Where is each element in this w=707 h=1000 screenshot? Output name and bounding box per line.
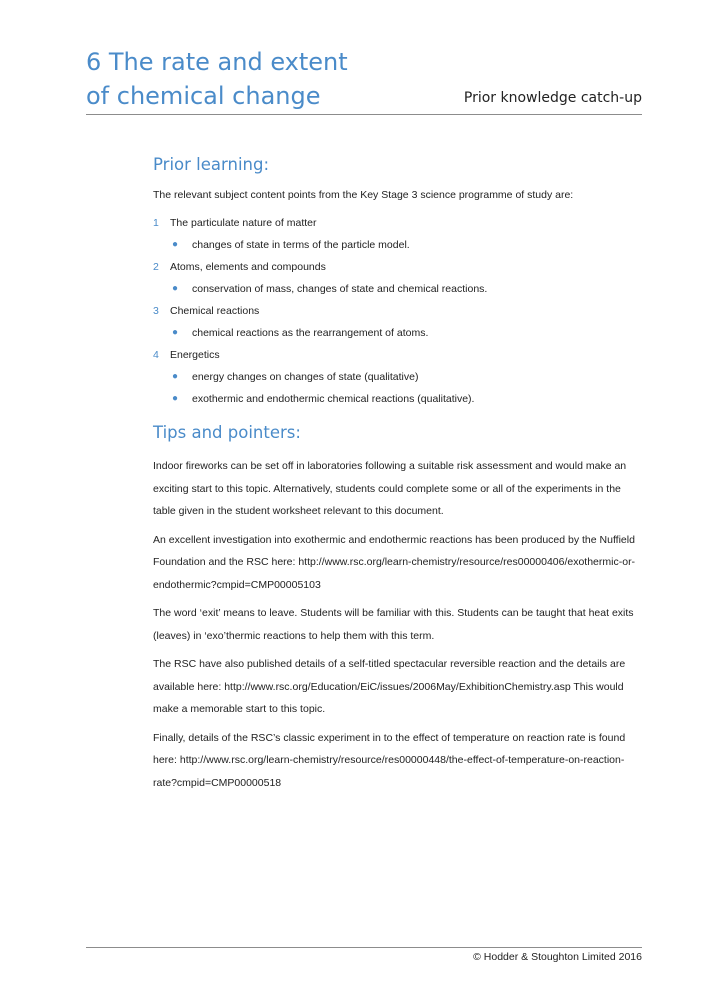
bullet-text: energy changes on changes of state (qualitative) <box>192 371 419 383</box>
prior-learning-intro: The relevant subject content points from the Key Stage 3 science programme of study are: <box>153 189 574 201</box>
bullet-item <box>153 369 643 385</box>
tips-heading: Tips and pointers: <box>153 423 301 442</box>
prior-learning-list <box>153 215 643 407</box>
tips-paragraph: The word ‘exit’ means to leave. Students will be familiar with this. Students can be taught that heat exits (leaves) in ‘exo’thermic reactions to help them with this term. <box>153 607 634 642</box>
list-item-number: 3 <box>153 305 159 317</box>
list-item-number: 2 <box>153 261 159 273</box>
bullet-text: chemical reactions as the rearrangement of atoms. <box>192 327 429 339</box>
page-title <box>86 45 348 113</box>
bullet-item <box>153 325 643 341</box>
prior-learning-heading: Prior learning: <box>153 155 270 174</box>
bullet-icon: ● <box>172 371 179 382</box>
header-divider <box>86 114 642 115</box>
bullet-item <box>153 281 643 297</box>
list-item-label: Energetics <box>170 349 220 361</box>
tips-paragraph: The RSC have also published details of a self-titled spectacular reversible reaction and the details are available here: http://www.rsc.org/Education/EiC/issues/2006May/ExhibitionChemistry.asp This would make a memorable start to this topic. <box>153 658 626 715</box>
bullet-icon: ● <box>172 239 179 250</box>
main-content <box>153 153 643 800</box>
list-item-number: 4 <box>153 349 159 361</box>
list-item-label: Chemical reactions <box>170 305 260 317</box>
tips-paragraph: Finally, details of the RSC’s classic experiment in to the effect of temperature on reaction rate is found here: http://www.rsc.org/learn-chemistry/resource/res00000448/the-effect-of-temperature-on-reaction-rate?cmpid=CMP00000518 <box>153 731 626 789</box>
bullet-icon: ● <box>172 393 179 404</box>
bullet-text: changes of state in terms of the particle model. <box>192 239 410 251</box>
tips-paragraph: An excellent investigation into exothermic and endothermic reactions has been produced by the Nuffield Foundation and the RSC here: http://www.rsc.org/learn-chemistry/resource/res00000406/exothermic-or-endothermic?cmpid=CMP00005103 <box>153 533 636 591</box>
list-item-label: The particulate nature of matter <box>170 217 317 229</box>
footer-divider <box>86 947 642 948</box>
footer-copyright: © Hodder & Stoughton Limited 2016 <box>473 951 642 963</box>
bullet-item <box>153 391 643 407</box>
bullet-icon: ● <box>172 283 179 294</box>
bullet-item <box>153 237 643 253</box>
tips-paragraph: Indoor fireworks can be set off in laboratories following a suitable risk assessment and would make an exciting start to this topic. Alternatively, students could complete some or all of the experiments in the table given in the student worksheet relevant to this document. <box>153 460 627 517</box>
list-item-number: 1 <box>153 217 159 229</box>
page-header <box>86 45 642 115</box>
list-item <box>153 215 643 231</box>
list-item-label: Atoms, elements and compounds <box>170 261 326 273</box>
bullet-text: exothermic and endothermic chemical reactions (qualitative). <box>192 393 475 405</box>
page-title-line1: 6 The rate and extent <box>86 48 348 76</box>
bullet-text: conservation of mass, changes of state and chemical reactions. <box>192 283 488 295</box>
list-item <box>153 303 643 319</box>
bullet-icon: ● <box>172 327 179 338</box>
page-subtitle: Prior knowledge catch-up <box>463 90 642 106</box>
list-item <box>153 259 643 275</box>
list-item <box>153 347 643 363</box>
page-title-line2: of chemical change <box>86 82 321 110</box>
